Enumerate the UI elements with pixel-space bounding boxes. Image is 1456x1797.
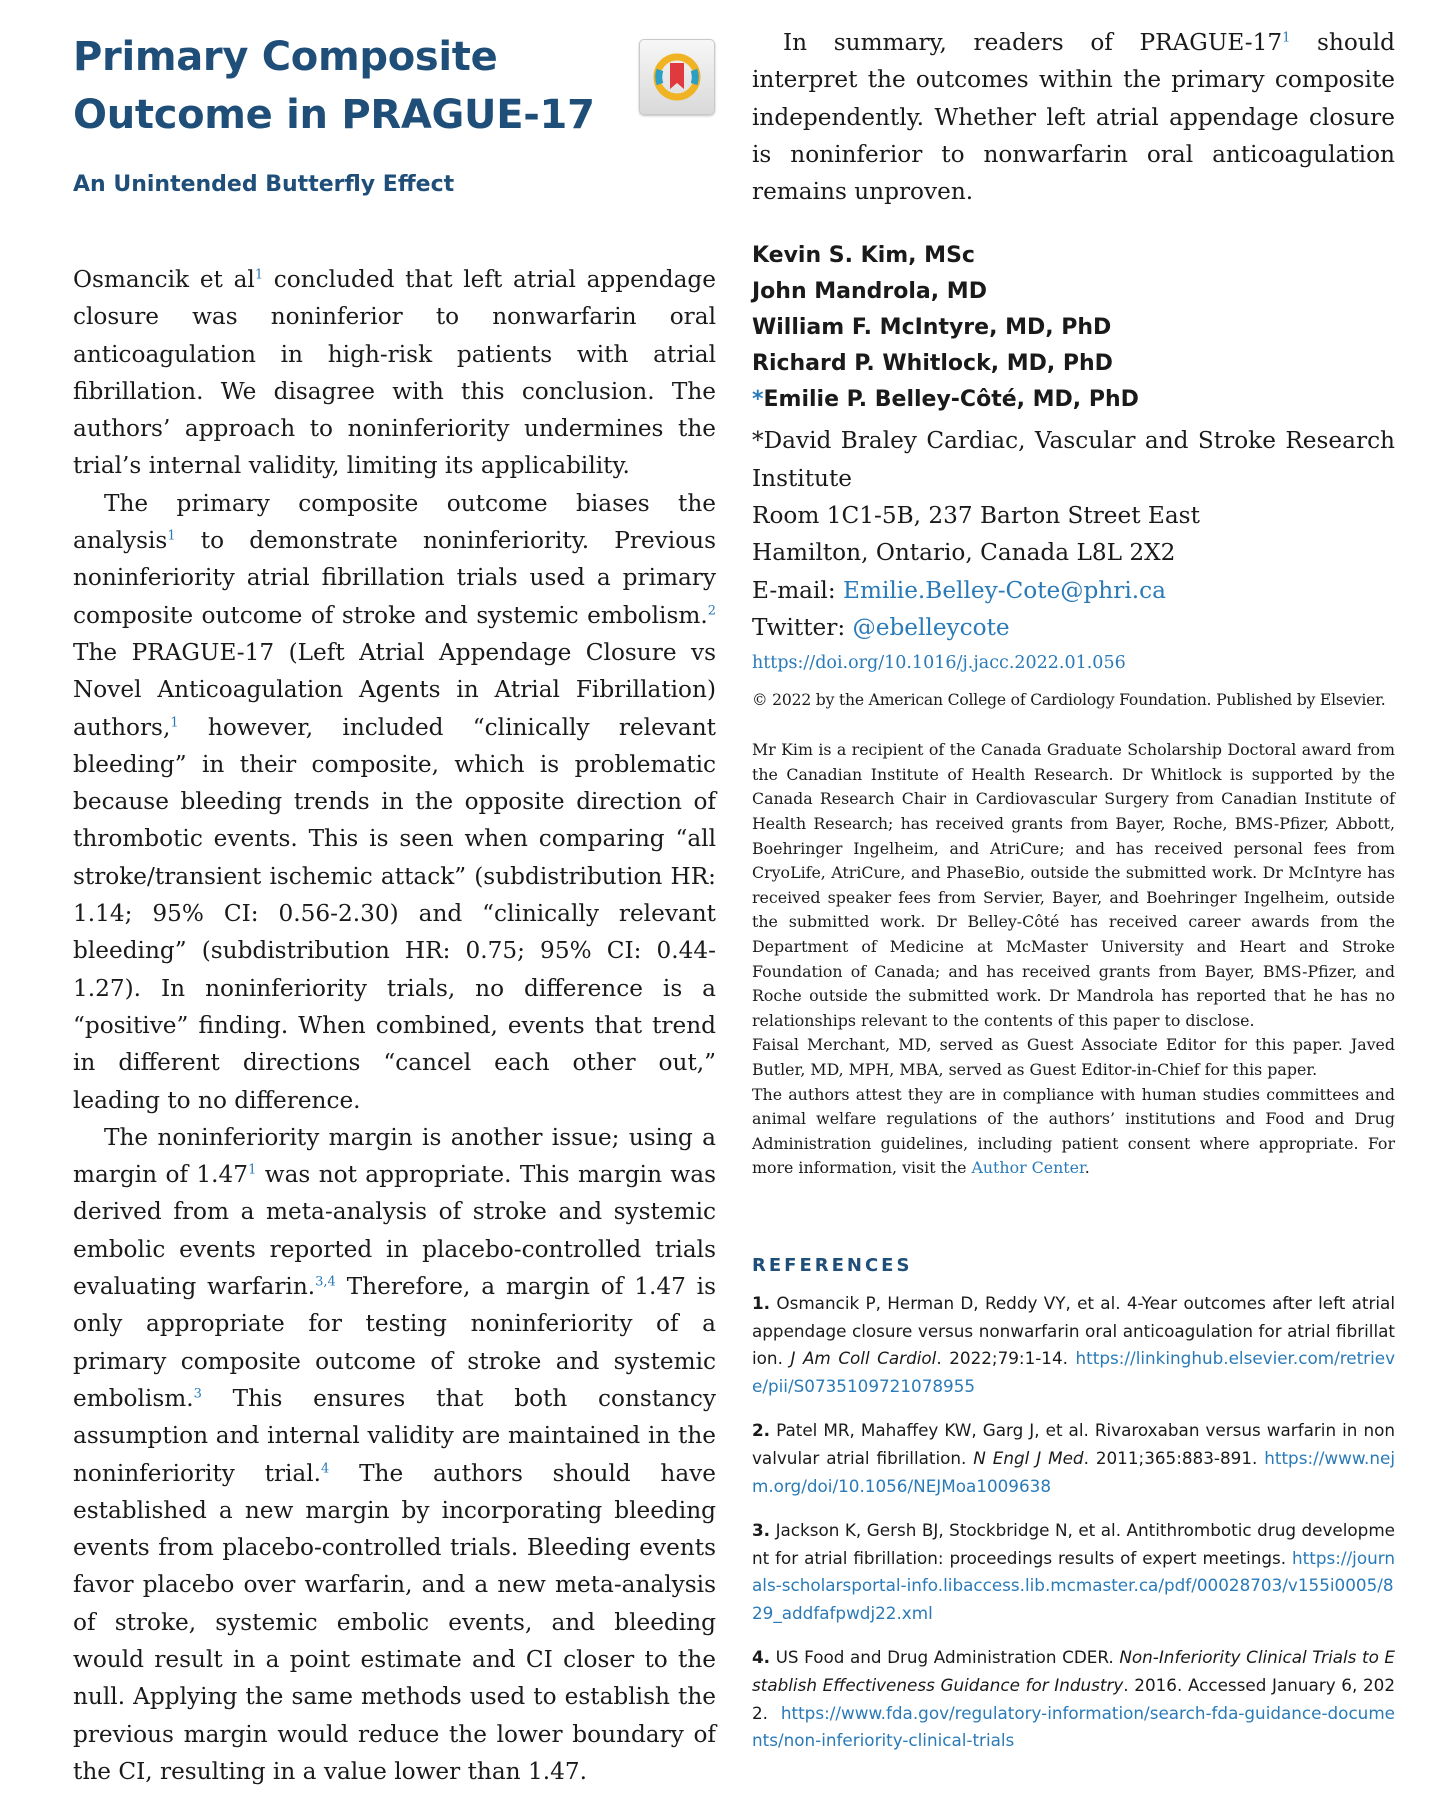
address-line: Hamilton, Ontario, Canada L8L 2X2 <box>752 539 1176 567</box>
affiliation: *David Braley Cardiac, Vascular and Stroke Research Institute <box>752 427 1395 492</box>
references-list <box>752 1290 1395 1755</box>
citation-link[interactable]: 1 <box>170 714 179 730</box>
author-list <box>752 238 1395 418</box>
paragraph-2: The primary composite outcome biases the analysis$^1$ to demonstrate noninferiority. Previous noninferiority atrial fibrillation trials used a primary composite outcome of stroke and systemic embolism.$^2$ The PRAGUE-17 (Left Atrial Appendage Closure vs Novel Anticoagulation Agents in Atrial Fibrillation) authors,$^1$ however, included “clinically relevant bleeding” in their composite, which is problematic because bleeding trends in the opposite direction of thrombotic events. This is seen when comparing “all stroke/transient ischemic attack” (subdistribution HR: 1.14; 95% CI: 0.56-2.30) and “clinically relevant bleeding” (subdistribution HR: 0.75; 95% CI: 0.44-1.27). In noninferiority trials, no difference is a “positive” finding. When combined, events that trend in different directions “cancel each other out,” leading to no difference. <box>73 489 716 1114</box>
citation-link[interactable]: 3,4 <box>315 1274 336 1290</box>
left-column <box>73 28 716 1790</box>
citation-link[interactable]: 1 <box>248 1162 257 1178</box>
crossmark-icon <box>651 51 703 103</box>
email-link[interactable]: Emilie.Belley-Cote@phri.ca <box>843 576 1166 604</box>
citation-link[interactable]: 1 <box>1282 30 1291 46</box>
editor-note: Faisal Merchant, MD, served as Guest Associate Editor for this paper. Javed Butler, MD, MPH, MBA, served as Guest Editor-in-Chief for this paper. <box>752 1035 1395 1079</box>
right-column <box>752 24 1395 1772</box>
author-name: Kevin S. Kim, MSc <box>752 243 975 269</box>
doi-link[interactable]: https://doi.org/10.1016/j.jacc.2022.01.056 <box>752 653 1126 674</box>
citation-link[interactable]: 1 <box>167 528 176 544</box>
citation-link[interactable]: 1 <box>254 267 264 283</box>
paragraph-1: Osmancik et al$^1$ concluded that left atrial appendage closure was noninferior to nonwarfarin oral anticoagulation in high-risk patients with atrial fibrillation. We disagree with this conclusion. The authors’ approach to noninferiority undermines the trial’s internal validity, limiting its applicability. <box>73 266 716 480</box>
reference-item: 1. Osmancik P, Herman D, Reddy VY, et al. 4-Year outcomes after left atrial appendage closure versus nonwarfarin oral anticoagulation for atrial fibrillation. J Am Coll Cardiol. 2022;79:1-14. https://linkinghub.elsevier.com/retrieve/pii/S0735109721078955 <box>752 1292 1395 1396</box>
corresponding-author-mark[interactable]: * <box>752 387 764 413</box>
disclosure-block <box>752 738 1395 1181</box>
citation-link[interactable]: 3 <box>193 1386 202 1402</box>
author-corresponding: *Emilie P. Belley-Côté, MD, PhD <box>752 387 1139 413</box>
reference-url[interactable]: https://www.nejm.org/doi/10.1056/NEJMoa1009638 <box>752 1447 1395 1496</box>
crossmark-badge[interactable] <box>639 39 715 115</box>
copyright-notice: © 2022 by the American College of Cardiology Foundation. Published by Elsevier. <box>752 691 1386 710</box>
twitter-line: Twitter: @ebelleycote <box>752 613 1010 641</box>
reference-item: 4. US Food and Drug Administration CDER. Non-Inferiority Clinical Trials to Establish Effectiveness Guidance for Industry. 2016. Accessed January 6, 2022. https://www.fda.gov/regulatory-information/search-fda-guidance-documents/non-inferiority-clinical-trials <box>752 1647 1396 1751</box>
citation-link[interactable]: 2 <box>707 602 716 618</box>
paragraph-4: In summary, readers of PRAGUE-17$^1$ should interpret the outcomes within the primary composite independently. Whether left atrial appendage closure is noninferior to nonwarfarin oral anticoagulation remains unproven. <box>752 29 1395 206</box>
reference-item: 3. Jackson K, Gersh BJ, Stockbridge N, et al. Antithrombotic drug development for atrial fibrillation: proceedings results of expert meetings. https://journals-scholarsportal-info.libaccess.lib.mcmaster.ca/pdf/00028703/v155i0005/829_addfafpwdj22.xml <box>752 1520 1395 1623</box>
address-line: Room 1C1-5B, 237 Barton Street East <box>752 502 1200 530</box>
reference-url[interactable]: https://journals-scholarsportal-info.libaccess.lib.mcmaster.ca/pdf/00028703/v155i0005/829_addfafpwdj22.xml <box>752 1547 1395 1623</box>
author-name: William F. McIntyre, MD, PhD <box>752 315 1112 341</box>
article-subtitle: An Unintended Butterfly Effect <box>73 172 455 197</box>
article-title: Primary Composite Outcome in PRAGUE-17 <box>73 34 595 138</box>
reference-item: 2. Patel MR, Mahaffey KW, Garg J, et al. Rivaroxaban versus warfarin in nonvalvular atrial fibrillation. N Engl J Med. 2011;365:883-891. https://www.nejm.org/doi/10.1056/NEJMoa1009638 <box>752 1420 1395 1496</box>
reference-url[interactable]: https://linkinghub.elsevier.com/retrieve/pii/S0735109721078955 <box>752 1348 1395 1396</box>
reference-url[interactable]: https://www.fda.gov/regulatory-information/search-fda-guidance-documents/non-inferiority-clinical-trials <box>752 1702 1395 1751</box>
disclosure-paragraph: Mr Kim is a recipient of the Canada Graduate Scholarship Doctoral award from the Canadian Institute of Health Research. Dr Whitlock is supported by the Canada Research Chair in Cardiovascular Surgery from Canadian Institute of Health Research; has received grants from Bayer, Roche, BMS-Pfizer, Abbott, Boehringer Ingelheim, and AtriCure; and has received personal fees from CryoLife, AtriCure, and PhaseBio, outside the submitted work. Dr McIntyre has received speaker fees from Servier, Bayer, and Boehringer Ingelheim, outside the submitted work. Dr Belley-Côté has received career awards from the Department of Medicine at McMaster University and Heart and Stroke Foundation of Canada; and has received grants from Bayer, BMS-Pfizer, and Roche outside the submitted work. Dr Mandrola has reported that he has no relationships relevant to the contents of this paper to disclose. <box>752 740 1395 1030</box>
citation-link[interactable]: 4 <box>321 1460 330 1476</box>
references-heading: REFERENCES <box>752 1254 913 1276</box>
email-line: E-mail: Emilie.Belley-Cote@phri.ca <box>752 576 1166 604</box>
compliance-note: The authors attest they are in compliance with human studies committees and animal welfare regulations of the authors’ institutions and Food and Drug Administration guidelines, including patient consent where appropriate. For more information, visit the Author Center. <box>752 1084 1395 1178</box>
twitter-link[interactable]: @ebelleycote <box>852 613 1010 641</box>
author-name: Richard P. Whitlock, MD, PhD <box>752 351 1113 377</box>
correspondence-address <box>752 422 1395 646</box>
paragraph-3: The noninferiority margin is another issue; using a margin of 1.47$^1$ was not appropriate. This margin was derived from a meta-analysis of stroke and systemic embolic events reported in placebo-controlled trials evaluating warfarin.$^{3,4}$ Therefore, a margin of 1.47 is only appropriate for testing noninferiority of a primary composite outcome of stroke and systemic embolism.$^3$ This ensures that both constancy assumption and internal validity are maintained in the noninferiority trial.$^4$ The authors should have established a new margin by incorporating bleeding events from placebo-controlled trials. Bleeding events favor placebo over warfarin, and a new meta-analysis of stroke, systemic embolic events, and bleeding would result in a point estimate and CI closer to the null. Applying the same methods used to establish the previous margin would reduce the lower boundary of the CI, resulting in a value lower than 1.47. <box>73 1123 716 1785</box>
letter-body <box>73 261 716 1790</box>
author-center-link[interactable]: Author Center <box>971 1158 1085 1178</box>
author-name: John Mandrola, MD <box>752 279 987 305</box>
